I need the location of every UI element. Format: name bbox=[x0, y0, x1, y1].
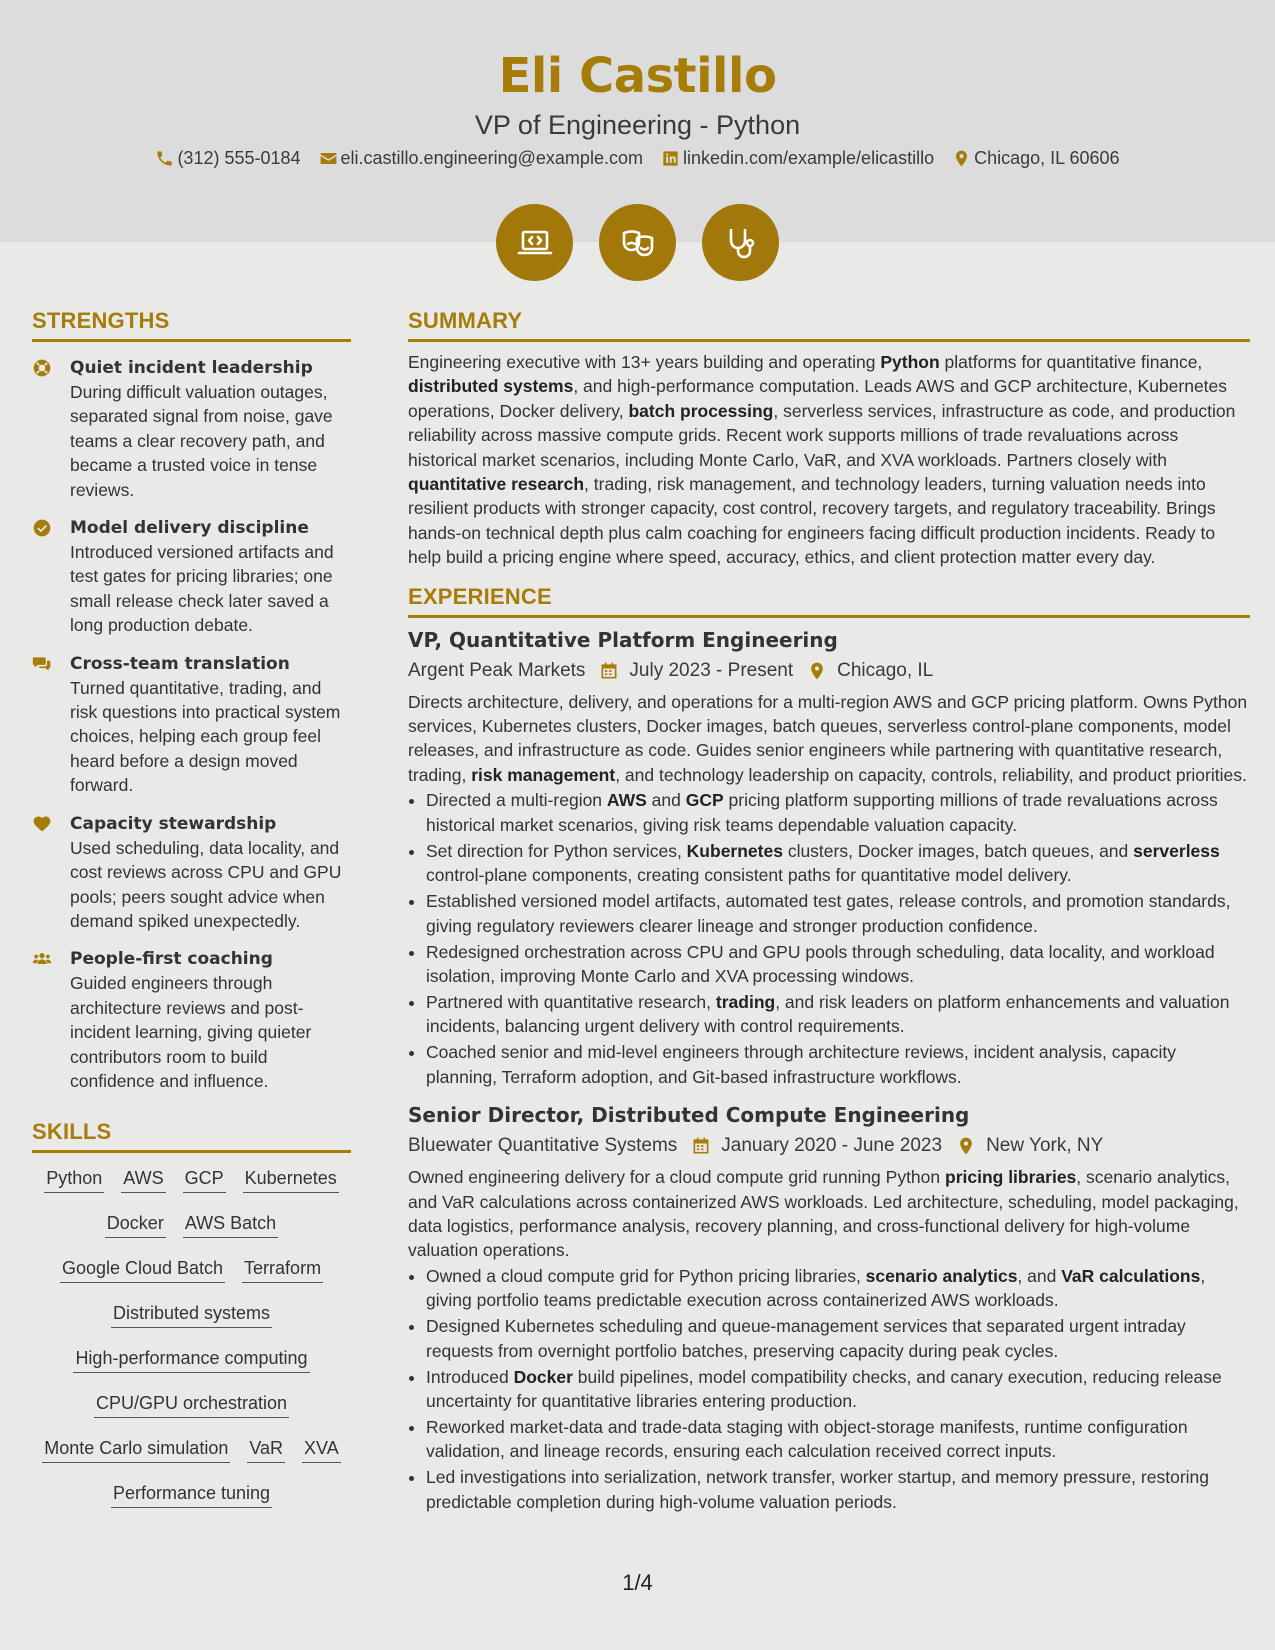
theater-masks-icon bbox=[618, 223, 658, 263]
comments-icon bbox=[32, 654, 52, 674]
skill-tag: Monte Carlo simulation bbox=[42, 1437, 230, 1463]
skill-tag: High-performance computing bbox=[73, 1347, 309, 1373]
contact-linkedin[interactable] bbox=[661, 148, 934, 169]
contact-email[interactable] bbox=[319, 148, 643, 169]
skill-tag: Distributed systems bbox=[111, 1302, 272, 1328]
strength-desc: During difficult valuation outages, separated signal from noise, gave teams a clear recovery path, and became a trusted voice in tense reviews. bbox=[70, 382, 333, 500]
summary-heading: SUMMARY bbox=[408, 308, 1250, 342]
job-location: New York, NY bbox=[986, 1135, 1104, 1157]
candidate-name: Eli Castillo bbox=[498, 48, 777, 104]
email-icon bbox=[319, 149, 338, 168]
job-bullet: • Designed Kubernetes scheduling and queue-management services that separated urgent intraday requests from overnight portfolio batches, preserving capacity during peak cycles. bbox=[426, 1314, 1250, 1363]
summary-text: Engineering executive with 13+ years building and operating Python platforms for quantitative finance, distributed systems, and high-performance computation. Leads AWS and GCP architecture, Kubernetes operations, Docker delivery, batch processing, serverless services, infrastructure as code, and production reliability across massive compute grids. Recent work supports millions of trade revaluations across historical market scenarios, including Monte Carlo, VaR, and XVA workloads. Partners closely with quantitative research, trading, risk management, and technology leaders, turning valuation needs into resilient products with stronger capacity, cost control, recovery targets, and regulatory traceability. Brings hands-on technical depth plus calm coaching for engineers facing difficult production incidents. Ready to help build a pricing engine where speed, accuracy, ethics, and client protection matter every day. bbox=[408, 352, 1236, 568]
skill-tag: Python bbox=[44, 1167, 104, 1193]
skills-heading: SKILLS bbox=[32, 1119, 351, 1153]
strength-title: Cross-team translation bbox=[70, 653, 290, 674]
job-bullet: • Led investigations into serialization, network transfer, worker startup, and memory pressure, restoring predictable completion during high-volume valuation periods. bbox=[426, 1465, 1250, 1514]
linkedin-icon bbox=[661, 149, 680, 168]
location-pin-icon bbox=[952, 149, 971, 168]
skills-list bbox=[32, 1167, 351, 1508]
job-meta bbox=[408, 1133, 1250, 1159]
skill-tag: XVA bbox=[302, 1437, 341, 1463]
check-circle-icon bbox=[32, 518, 52, 538]
strengths-list bbox=[32, 356, 351, 1093]
skill-tag: Docker bbox=[105, 1212, 166, 1238]
email-text[interactable]: eli.castillo.engineering@example.com bbox=[340, 148, 643, 168]
job-bullet: • Owned a cloud compute grid for Python pricing libraries, scenario analytics, and VaR calculations, giving portfolio teams predictable execution across containerized AWS workloads. bbox=[426, 1264, 1250, 1313]
skill-tag: Terraform bbox=[242, 1257, 323, 1283]
badge-stethoscope bbox=[702, 204, 779, 281]
job-bullet: • Partnered with quantitative research, trading, and risk leaders on platform enhancements and valuation incidents, balancing urgent delivery with control requirements. bbox=[426, 990, 1250, 1039]
contact-location bbox=[952, 148, 1119, 169]
strength-item bbox=[32, 356, 351, 502]
phone-text: (312) 555-0184 bbox=[177, 148, 301, 168]
contact-phone bbox=[155, 148, 300, 169]
strength-item bbox=[32, 812, 351, 934]
strengths-heading: STRENGTHS bbox=[32, 308, 351, 342]
strength-desc: Used scheduling, data locality, and cost reviews across CPU and GPU pools; peers sought advice when demand spiked unexpectedly. bbox=[70, 837, 342, 931]
job-bullets bbox=[408, 1264, 1250, 1514]
skill-tag: CPU/GPU orchestration bbox=[94, 1392, 289, 1418]
job-company: Bluewater Quantitative Systems bbox=[408, 1135, 678, 1157]
experience-heading: EXPERIENCE bbox=[408, 584, 1250, 618]
job-bullet: • Introduced Docker build pipelines, model compatibility checks, and canary execution, reducing release uncertainty for quantitative libraries entering production. bbox=[426, 1365, 1250, 1414]
skill-tag: VaR bbox=[247, 1437, 285, 1463]
users-icon bbox=[32, 949, 52, 969]
job-dates: July 2023 - Present bbox=[629, 659, 794, 681]
strength-title: Capacity stewardship bbox=[70, 813, 277, 834]
badge-masks bbox=[599, 204, 676, 281]
stethoscope-icon bbox=[721, 223, 761, 263]
left-column bbox=[32, 308, 351, 1508]
job-title: VP, Quantitative Platform Engineering bbox=[408, 627, 838, 652]
phone-icon bbox=[155, 149, 174, 168]
skill-tag: Performance tuning bbox=[111, 1482, 272, 1508]
linkedin-text[interactable]: linkedin.com/example/elicastillo bbox=[682, 148, 935, 168]
job-bullet: • Coached senior and mid-level engineers through architecture reviews, incident analysis, capacity planning, Terraform adoption, and Git-based infrastructure workflows. bbox=[426, 1040, 1250, 1089]
job-bullets bbox=[408, 788, 1250, 1089]
strength-title: Quiet incident leadership bbox=[70, 358, 313, 378]
job-description: Directs architecture, delivery, and operations for a multi-region AWS and GCP pricing platform. Owns Python services, Kubernetes clusters, Docker images, batch queues, serverless control-plane components, model releases, and infrastructure as code. Guides senior engineers while partnering with quantitative research, trading, risk management, and technology leadership on capacity, controls, reliability, and product priorities. bbox=[408, 691, 1248, 785]
strength-title: Model delivery discipline bbox=[70, 518, 309, 539]
strength-item bbox=[32, 516, 351, 638]
skill-tag: Kubernetes bbox=[243, 1167, 339, 1193]
laptop-code-icon bbox=[515, 223, 555, 263]
calendar-icon bbox=[691, 1136, 711, 1156]
location-pin-icon bbox=[956, 1136, 976, 1156]
skill-tag: GCP bbox=[183, 1167, 226, 1193]
heart-icon bbox=[32, 814, 52, 834]
job-bullet: • Set direction for Python services, Kubernetes clusters, Docker images, batch queues, and serverless control-plane components, creating consistent paths for quantitative model delivery. bbox=[426, 839, 1250, 888]
skill-tag: AWS bbox=[121, 1167, 165, 1193]
job-description: Owned engineering delivery for a cloud compute grid running Python pricing libraries, scenario analytics, and VaR calculations across containerized AWS workloads. Led architecture, scheduling, model packaging, data logistics, performance analysis, recovery planning, and cross-functional delivery for high-volume valuation operations. bbox=[408, 1167, 1239, 1261]
skill-tag: AWS Batch bbox=[183, 1212, 278, 1238]
interest-badges bbox=[0, 204, 1275, 281]
right-column bbox=[408, 308, 1250, 1516]
job-entry bbox=[408, 626, 1250, 1089]
strength-title: People-first coaching bbox=[70, 949, 273, 970]
job-meta bbox=[408, 658, 1250, 684]
strength-item bbox=[32, 652, 351, 798]
job-dates: January 2020 - June 2023 bbox=[721, 1135, 943, 1157]
strength-desc: Introduced versioned artifacts and test gates for pricing libraries; one small release check later saved a long production debate. bbox=[70, 542, 334, 636]
contact-bar bbox=[0, 148, 1275, 169]
life-ring-icon bbox=[32, 358, 52, 378]
strength-desc: Guided engineers through architecture reviews and post-incident learning, giving quieter contributors room to build confidence and influence. bbox=[70, 973, 312, 1091]
skill-tag: Google Cloud Batch bbox=[60, 1257, 225, 1283]
strength-item bbox=[32, 947, 351, 1093]
badge-laptop bbox=[496, 204, 573, 281]
calendar-icon bbox=[599, 661, 619, 681]
location-text: Chicago, IL 60606 bbox=[974, 148, 1120, 168]
job-entry bbox=[408, 1101, 1250, 1514]
location-pin-icon bbox=[807, 661, 827, 681]
job-company: Argent Peak Markets bbox=[408, 659, 586, 681]
job-bullet: • Directed a multi-region AWS and GCP pricing platform supporting millions of trade revaluations across historical market scenarios, giving risk teams dependable valuation capacity. bbox=[426, 788, 1250, 837]
job-bullet: • Established versioned model artifacts, automated test gates, release controls, and promotion standards, giving regulatory reviewers clearer lineage and stronger production confidence. bbox=[426, 889, 1250, 938]
strength-desc: Turned quantitative, trading, and risk questions into practical system choices, helping each group feel heard before a design moved forward. bbox=[70, 677, 341, 796]
job-title: Senior Director, Distributed Compute Engineering bbox=[408, 1103, 970, 1128]
job-bullet: • Reworked market-data and trade-data staging with object-storage manifests, runtime configuration validation, and lineage records, ensuring each calculation received correct inputs. bbox=[426, 1415, 1250, 1464]
page-number: 1/4 bbox=[622, 1570, 653, 1595]
candidate-role: VP of Engineering - Python bbox=[474, 110, 801, 140]
job-location: Chicago, IL bbox=[837, 659, 934, 681]
job-bullet: • Redesigned orchestration across CPU and GPU pools through scheduling, data locality, and workload isolation, improving Monte Carlo and XVA processing windows. bbox=[426, 940, 1250, 989]
